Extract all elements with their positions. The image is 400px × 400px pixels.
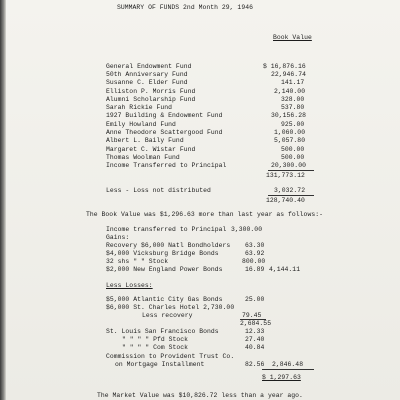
gain-value: 800.00	[242, 258, 266, 265]
fund-value: 141.17	[281, 79, 305, 86]
sum-rule	[268, 170, 314, 171]
fund-name: Albert L. Baily Fund	[106, 137, 184, 144]
gain-value: 63.92	[245, 250, 265, 257]
net-value: $ 1,297.63	[262, 374, 301, 381]
fund-name: Elliston P. Morris Fund	[106, 88, 196, 95]
gain-item: 32 shs " " Stock	[106, 258, 169, 265]
document-title: SUMMARY OF FUNDS 2nd Month 29, 1946	[117, 4, 253, 11]
loss-value: 12.33	[245, 328, 265, 335]
fund-name: Anne Theodore Scattergood Fund	[106, 129, 223, 136]
fund-name: Thomas Woolman Fund	[106, 154, 180, 161]
loss-item: St. Louis San Francisco Bonds	[106, 328, 219, 335]
fund-name: Alumni Scholarship Fund	[106, 96, 196, 103]
market-value-sentence: The Market Value was $10,826.72 less than a year ago.	[97, 392, 303, 399]
commission-label: on Mortgage Installment	[115, 361, 205, 368]
subtotal-value: 131,773.12	[266, 172, 305, 179]
gains-total: 4,144.11	[269, 266, 301, 273]
column-header-book-value: Book Value	[273, 34, 312, 41]
losses-label: Less Losses:	[106, 282, 153, 289]
less-loss-value: 3,032.72	[274, 187, 306, 194]
fund-name: Income Transferred to Principal	[106, 162, 227, 169]
fund-value: 328.00	[281, 96, 305, 103]
fund-name: 1927 Building & Endowment Fund	[106, 112, 223, 119]
fund-name: Susanne C. Elder Fund	[106, 79, 188, 86]
fund-value: 537.80	[281, 104, 305, 111]
commission-label: Commission to Provident Trust Co.	[106, 353, 235, 360]
loss-value: 40.84	[245, 344, 265, 351]
book-value-sentence: The Book Value was $1,296.63 more than last year as follows:-	[86, 211, 323, 218]
fund-value: $ 16,876.16	[263, 63, 306, 70]
fund-value: 500.00	[281, 154, 305, 161]
loss-item: " " " " Com Stock	[122, 344, 189, 351]
sum-rule	[262, 369, 314, 370]
gains-label: Gains:	[106, 234, 130, 241]
fund-name: Emily Howland Fund	[106, 121, 176, 128]
fund-name: Margaret C. Wistar Fund	[106, 146, 196, 153]
loss-item: $5,000 Atlantic City Gas Bonds	[106, 296, 223, 303]
fund-value: 500.00	[281, 146, 305, 153]
gain-value: 16.89	[245, 266, 265, 273]
loss-item: Less recovery	[142, 312, 193, 319]
less-loss-label: Less - Loss not distributed	[106, 187, 211, 194]
commission-value: 82.56	[245, 361, 265, 368]
losses-subtotal: 2,684.55	[240, 320, 272, 327]
fund-value: 20,300.00	[271, 162, 306, 169]
loss-value: 25.00	[245, 296, 265, 303]
fund-value: 925.00	[281, 121, 305, 128]
gain-item: $2,000 New England Power Bonds	[106, 266, 223, 273]
fund-value: 1,060.00	[274, 129, 306, 136]
binding-edge	[0, 0, 6, 400]
losses-total: 2,846.48	[272, 361, 304, 368]
fund-name: 50th Anniversary Fund	[106, 71, 188, 78]
transfer-label: Income transferred to Principal	[106, 226, 227, 233]
loss-value: 79.45	[242, 312, 262, 319]
loss-value: 27.40	[245, 336, 265, 343]
total-value: 128,740.40	[266, 197, 305, 204]
sum-rule	[268, 195, 314, 196]
fund-value: 22,946.74	[271, 71, 306, 78]
gain-item: $4,000 Vicksburg Bridge Bonds	[106, 250, 219, 257]
loss-item: " " " " Pfd Stock	[122, 336, 189, 343]
loss-item: $6,000 St. Charles Hotel 2,730.00	[106, 304, 235, 311]
fund-name: Sarah Rickie Fund	[106, 104, 173, 111]
transfer-value: 3,300.00	[231, 226, 263, 233]
gain-value: 63.30	[245, 242, 265, 249]
fund-name: General Endowment Fund	[106, 63, 192, 70]
fund-value: 2,140.00	[274, 88, 306, 95]
fund-value: 30,156.28	[271, 112, 306, 119]
fund-value: 5,057.80	[274, 137, 306, 144]
gain-item: Recovery $6,000 Natl Bondholders	[106, 242, 231, 249]
